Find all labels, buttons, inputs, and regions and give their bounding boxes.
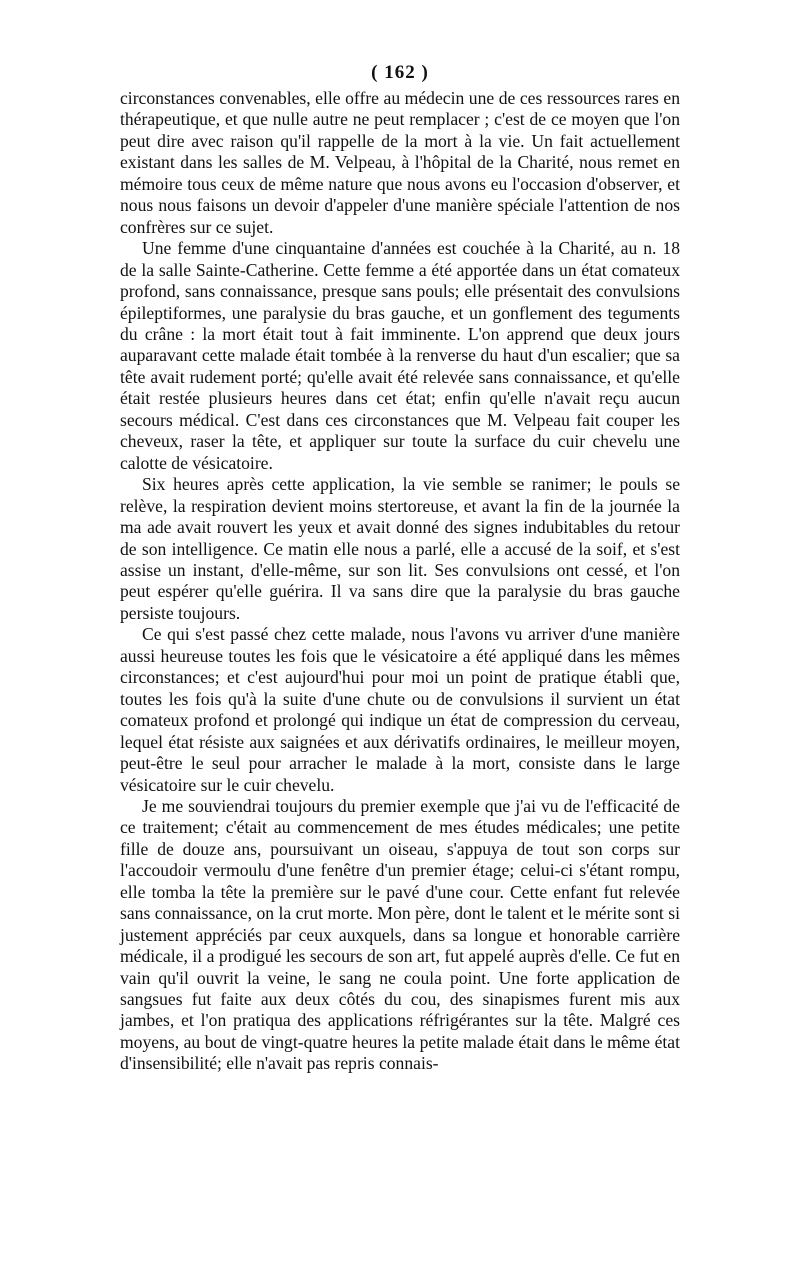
paragraph-3: Six heures après cette application, la vie semble se ranimer; le pouls se relève, la respiration devient moins stertoreuse, et avant la fin de la journée la ma ade avait rouvert les yeux et avait donné des signes indubitables du retour de son intelligence. Ce matin elle nous a parlé, elle a accusé de la soif, et s'est assise un instant, d'elle-même, sur son lit. Ses convulsions ont cessé, et l'on peut espérer qu'elle guérira. Il va sans dire que la paralysie du bras gauche persiste toujours.	[120, 474, 680, 623]
paragraph-2: Une femme d'une cinquantaine d'années est couchée à la Charité, au n. 18 de la salle Sainte-Catherine. Cette femme a été apportée dans un état comateux profond, sans connaissance, presque sans pouls; elle présentait des convulsions épileptiformes, une paralysie du bras gauche, et un gonflement des teguments du crâne : la mort était tout à fait imminente. L'on apprend que deux jours auparavant cette malade était tombée à la renverse du haut d'un escalier; que sa tête avait rudement porté; qu'elle avait été relevée sans connaissance, et qu'elle était restée plusieurs heures dans cet état; enfin qu'elle n'avait reçu aucun secours médical. C'est dans ces circonstances que M. Velpeau fait couper les cheveux, raser la tête, et appliquer sur toute la surface du cuir chevelu une calotte de vésicatoire.	[120, 238, 680, 473]
body-text	[120, 88, 680, 1075]
paragraph-5: Je me souviendrai toujours du premier exemple que j'ai vu de l'efficacité de ce traitement; c'était au commencement de mes études médicales; une petite fille de douze ans, poursuivant un oiseau, s'appuya de tout son corps sur l'accoudoir vermoulu d'une fenêtre d'un premier étage; celui-ci s'étant rompu, elle tomba la tête la première sur le pavé d'une cour. Cette enfant fut relevée sans connaissance, on la crut morte. Mon père, dont le talent et le mérite sont si justement appréciés par ceux auxquels, dans sa longue et honorable carrière médicale, il a prodigué les secours de son art, fut appelé auprès d'elle. Ce fut en vain qu'il ouvrit la veine, le sang ne coula point. Une forte application de sangsues fut faite aux deux côtés du cou, des sinapismes furent mis aux jambes, et l'on pratiqua des applications réfrigérantes sur la tête. Malgré ces moyens, au bout de vingt-quatre heures la petite malade était dans le même état d'insensibilité; elle n'avait pas repris connais-	[120, 795, 680, 1074]
paragraph-1: circonstances convenables, elle offre au médecin une de ces ressources rares en thérapeutique, et que nulle autre ne peut remplacer ; c'est de ce moyen que l'on peut dire avec raison qu'il rappelle de la mort à la vie. Un fait actuellement existant dans les salles de M. Velpeau, à l'hôpital de la Charité, nous remet en mémoire tous ceux de même nature que nous avons eu l'occasion d'observer, et nous nous faisons un devoir d'appeler d'une manière spéciale l'attention de nos confrères sur ce sujet.	[120, 88, 680, 237]
paragraph-4: Ce qui s'est passé chez cette malade, nous l'avons vu arriver d'une manière aussi heureuse toutes les fois que le vésicatoire a été appliqué dans les mêmes circonstances; et c'est aujourd'hui pour moi un point de pratique établi que, toutes les fois qu'à la suite d'une chute ou de convulsions il survient un état comateux profond et prolongé qui indique un état de compression du cerveau, lequel état résiste aux saignées et aux dérivatifs ordinaires, le meilleur moyen, peut-être le seul pour arracher le malade à la mort, consiste dans le large vésicatoire sur le cuir chevelu.	[120, 624, 680, 795]
page-number: ( 162 )	[371, 62, 429, 83]
